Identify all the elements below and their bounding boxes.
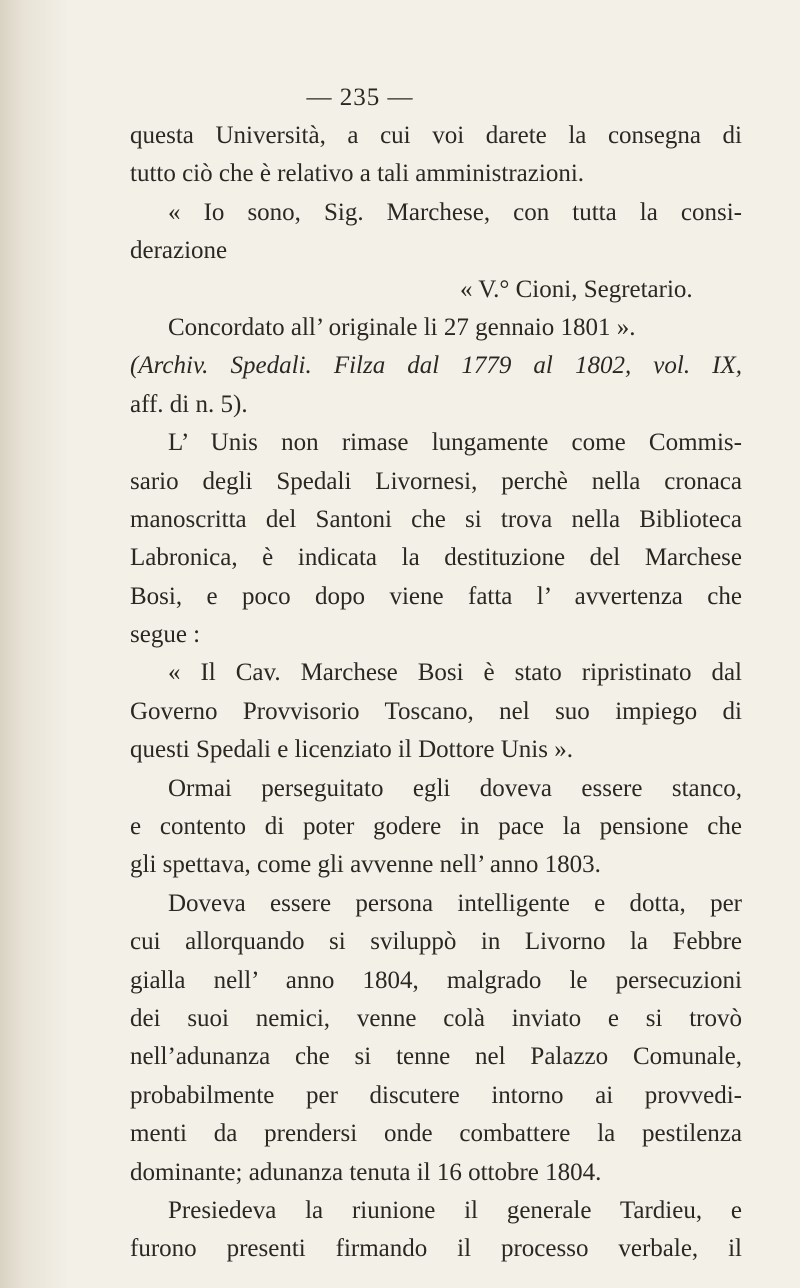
text-line: cui allorquando si sviluppò in Livorno la Febbre [130,928,742,956]
citation-line: (Archiv. Spedali. Filza dal 1779 al 1802, vol. IX, [130,352,742,380]
text-line: Ormai perseguitato egli doveva essere stanco, [168,774,742,802]
text-line: Labronica, è indicata la destituzione del Marchese [130,544,742,572]
quote-line: « Il Cav. Marchese Bosi è stato ripristinato dal [168,659,742,687]
body-text [130,117,742,1269]
text-line: nell’adunanza che si tenne nel Palazzo Comunale, [130,1043,742,1071]
text-line: probabilmente per discutere intorno ai provvedi- [130,1081,742,1109]
text-line: tutto ciò che è relativo a tali amministrazioni. [130,160,585,188]
text-line: Presiedeva la riunione il generale Tardieu, e [168,1196,742,1224]
text-line: furono presenti firmando il processo verbale, il [130,1235,742,1263]
text-line: gli spettava, come gli avvenne nell’ anno 1803. [130,851,601,879]
text-line: manoscritta del Santoni che si trova nella Biblioteca [130,505,742,533]
text-line: menti da prendersi onde combattere la pestilenza [130,1120,742,1148]
text-line: L’ Unis non rimase lungamente come Commis- [168,429,742,457]
page-edge-shadow [0,0,70,1288]
text-line: Concordato all’ originale li 27 gennaio 1801 ». [168,313,636,341]
text-line: « Io sono, Sig. Marchese, con tutta la consi- [168,198,742,226]
text-line: gialla nell’ anno 1804, malgrado le persecuzioni [130,966,742,994]
text-line: e contento di poter godere in pace la pensione che [130,813,742,841]
text-line: dei suoi nemici, venne colà inviato e si trovò [130,1004,742,1032]
quote-line: questi Spedali e licenziato il Dottore Unis ». [130,736,573,764]
citation-line: aff. di n. 5). [130,390,248,418]
quote-line: Governo Provvisorio Toscano, nel suo impiego di [130,697,742,725]
text-line: dominante; adunanza tenuta il 16 ottobre 1804. [130,1158,602,1186]
text-line: sario degli Spedali Livornesi, perchè nella cronaca [130,467,742,495]
text-line: derazione [130,237,228,265]
page-number: — 235 — [306,84,414,111]
text-line: Doveva essere persona intelligente e dotta, per [168,889,742,917]
text-line: questa Università, a cui voi darete la consegna di [130,122,742,149]
text-line: Bosi, e poco dopo viene fatta l’ avvertenza che [130,582,742,610]
text-line: segue : [130,621,201,649]
signature-line: « V.° Cioni, Segretario. [460,275,693,303]
